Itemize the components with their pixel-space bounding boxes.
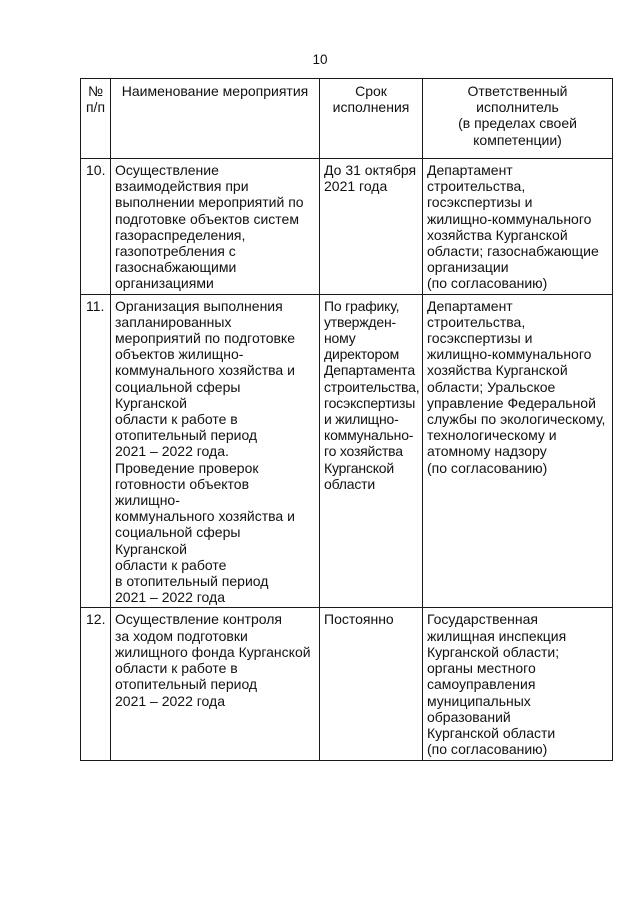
measure-responsible: Департамент строительства, госэкспертизы и жилищно-коммунального хозяйства Курганской области; газоснабжающие организации (по согласованию) bbox=[423, 159, 613, 295]
measure-name: Осуществление контроля за ходом подготовки жилищного фонда Курганской области к работе в отопительный период 2021 – 2022 года bbox=[111, 608, 320, 761]
table-row bbox=[81, 159, 613, 295]
measure-responsible: Департамент строительства, госэкспертизы и жилищно-коммунального хозяйства Курганской области; Уральское управление Федеральной службы по экологическому, технологическому и атомному надзору (по согласованию) bbox=[423, 294, 613, 608]
measure-term: До 31 октября 2021 года bbox=[320, 159, 423, 295]
row-number: 11. bbox=[81, 294, 111, 608]
measure-term: По графику, утвержден- ному директором Департамента строительства, госэкспертизы и жилищно- коммунально- го хозяйства Курганской области bbox=[320, 294, 423, 608]
header-responsible: Ответственный исполнитель (в пределах своей компетенции) bbox=[423, 79, 613, 159]
measure-name: Организация выполнения запланированных мероприятий по подготовке объектов жилищно- коммунального хозяйства и социальной сферы Курганской области к работе в отопительный период 2021 – 2022 года. Проведение проверок готовности объектов жилищно- коммунального хозяйства и социальной сферы Курганской области к работе в отопительный период 2021 – 2022 года bbox=[111, 294, 320, 608]
header-term: Срок исполнения bbox=[320, 79, 423, 159]
header-name: Наименование мероприятия bbox=[111, 79, 320, 159]
measure-name: Осуществление взаимодействия при выполнении мероприятий по подготовке объектов систем газораспределения, газопотребления с газоснабжающими организациями bbox=[111, 159, 320, 295]
measure-responsible: Государственная жилищная инспекция Курганской области; органы местного самоуправления муниципальных образований Курганской области (по согласованию) bbox=[423, 608, 613, 761]
header-num: № п/п bbox=[81, 79, 111, 159]
measure-term: Постоянно bbox=[320, 608, 423, 761]
table-row bbox=[81, 608, 613, 761]
row-number: 10. bbox=[81, 159, 111, 295]
measures-table bbox=[80, 78, 613, 761]
row-number: 12. bbox=[81, 608, 111, 761]
table-header-row bbox=[81, 79, 613, 159]
table-row bbox=[81, 294, 613, 608]
page-number: 10 bbox=[312, 52, 328, 67]
